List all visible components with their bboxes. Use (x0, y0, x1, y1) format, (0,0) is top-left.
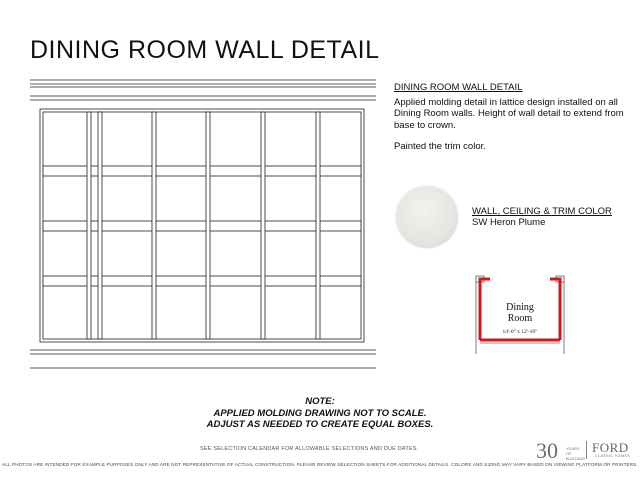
note-line-2: ADJUST AS NEEDED TO CREATE EQUAL BOXES. (206, 419, 434, 430)
lattice-vertical-molding (261, 112, 265, 339)
logo-brand: FORD (592, 440, 629, 455)
description-heading: DINING ROOM WALL DETAIL (394, 82, 523, 93)
lattice-vertical-molding (87, 112, 91, 339)
scale-note (190, 396, 450, 431)
color-label: WALL, CEILING & TRIM COLOR (472, 206, 612, 217)
description-body: Applied molding detail in lattice design installed on all Dining Room walls. Height of wall detail to extend from base to crown. (394, 96, 624, 131)
trim-note: Painted the trim color. (394, 141, 486, 152)
description-block (394, 82, 634, 163)
logo-divider (586, 441, 587, 459)
lattice-vertical-molding (98, 112, 102, 339)
color-swatch (396, 186, 458, 248)
room-dimensions: 14'-0" x 12'-10" (502, 329, 538, 335)
lattice-vertical-molding (206, 112, 210, 339)
plan-wall-red (480, 279, 490, 340)
page-title: DINING ROOM WALL DETAIL (30, 36, 380, 64)
selection-calendar-note: SEE SELECTION CALENDAR FOR ALLOWABLE SELECTIONS AND DUE DATES. (200, 446, 419, 452)
lattice-vertical-molding (152, 112, 156, 339)
room-name-line2: Room (507, 313, 533, 324)
footer-disclaimer: ALL PHOTOS ARE INTENDED FOR EXAMPLE PURPOSES ONLY AND ARE NOT REPRESENTATIVE OF ACTUAL CONSTRUCTION. PLEASE REVIEW SELECTION SHEETS FOR ADDITIONAL DETAILS. COLORS AND SIZING MAY VARY BASED ON VIEWING PLATFORM OR PRINTERS. (2, 462, 638, 467)
note-heading: NOTE: (305, 396, 335, 407)
floorplan-thumbnail (470, 270, 580, 362)
note-line-1: APPLIED MOLDING DRAWING NOT TO SCALE. (213, 407, 427, 419)
logo-brand-caption: CLASSIC HOMES (595, 454, 631, 458)
logo-anniversary-caption: YEARS OF BUILDING (566, 446, 585, 461)
ford-classic-homes-logo (536, 440, 632, 462)
plan-wall-red (550, 279, 560, 340)
lattice-wall-drawing (30, 78, 376, 370)
color-label-block (472, 206, 622, 228)
lattice-vertical-molding (316, 112, 320, 339)
room-name-line1: Dining (506, 302, 534, 313)
logo-anniversary: 30 (536, 438, 558, 463)
color-name: SW Heron Plume (472, 217, 546, 228)
